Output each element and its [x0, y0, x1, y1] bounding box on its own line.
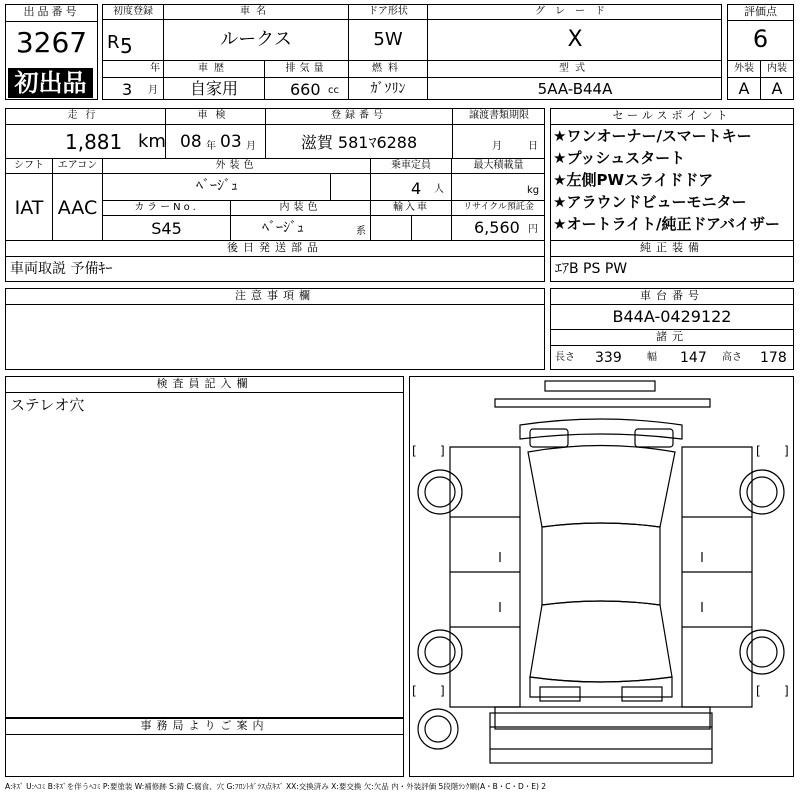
later-parts-label: 後日発送部品	[5, 240, 545, 257]
chassis-number: B44A-0429122	[612, 307, 732, 326]
int-color-label: 内装色	[279, 202, 322, 213]
model-label: 型式	[559, 63, 591, 74]
sales-point-item: ★左側PWスライドドア	[553, 171, 714, 189]
inspection-year-unit: 年	[206, 141, 216, 152]
roof	[542, 523, 660, 605]
sales-point-item: ★オートライト/純正ドアバイザー	[553, 215, 780, 233]
sales-point-item: ★ワンオーナー/スマートキー	[553, 127, 752, 145]
exterior-grade: A	[738, 79, 750, 98]
svg-text:]: ]	[440, 684, 445, 698]
color-no: S45	[151, 219, 182, 238]
grade: X	[567, 27, 583, 52]
first-reg-year: 5	[120, 34, 133, 58]
later-parts-value: 車両取説 予備ｷｰ	[10, 261, 113, 277]
history: 自家用	[189, 79, 238, 98]
left-side	[450, 447, 520, 707]
recycle-fee: 6,560	[474, 218, 520, 237]
recycle-unit: 円	[528, 224, 538, 235]
model: 5AA-B44A	[537, 80, 613, 98]
interior-label: 内装	[767, 63, 787, 74]
car-diagram-box	[409, 376, 794, 777]
front-panel	[495, 399, 710, 407]
car-name-label: 車名	[240, 6, 272, 17]
sales-point-item: ★アラウンドビューモニター	[553, 193, 747, 211]
color-no-label: カラーNo.	[134, 202, 199, 213]
svg-text:[: [	[412, 684, 417, 698]
rear-bumper	[495, 707, 710, 729]
taillight-right	[622, 687, 662, 701]
svg-text:[: [	[412, 444, 417, 458]
ext-color: ﾍﾞｰｼﾞｭ	[196, 178, 238, 194]
grade-label: グレード	[535, 6, 615, 17]
fuel: ｶﾞｿﾘﾝ	[370, 81, 406, 97]
transfer-day-unit: 日	[528, 141, 538, 152]
capacity-label: 乗車定員	[391, 160, 431, 171]
front-bumper	[545, 381, 655, 391]
headlight-left	[530, 429, 568, 447]
equipment-label: 純正装備	[550, 240, 794, 257]
length-value: 339	[595, 350, 622, 366]
svg-text:]: ]	[440, 444, 445, 458]
svg-text:[: [	[756, 444, 761, 458]
inspector-label: 検査員記入欄	[5, 376, 404, 393]
length-label: 長さ	[555, 352, 575, 363]
interior-grade: A	[771, 79, 783, 98]
underbody	[490, 713, 712, 763]
notes-label: 注意事項欄	[5, 288, 545, 305]
height-label: 高さ	[722, 352, 742, 363]
sales-points-label: セールスポイント	[550, 108, 794, 125]
rating-score: 6	[752, 25, 769, 53]
lot-label: 出品番号	[5, 4, 98, 22]
svg-text:]: ]	[784, 444, 789, 458]
rear-window	[530, 601, 672, 682]
width-label: 幅	[647, 352, 657, 363]
lot-number: 3267	[15, 26, 88, 59]
mileage-unit: km	[138, 131, 166, 152]
inspection-month-unit: 月	[246, 141, 256, 152]
door-type: 5W	[373, 29, 403, 50]
history-label: 車歴	[198, 63, 230, 74]
displacement-label: 排気量	[285, 63, 328, 74]
ac-label: エアコン	[57, 160, 98, 171]
import-label: 輸入車	[393, 202, 429, 213]
dimensions-label: 諸元	[550, 329, 794, 346]
max-load-unit: kg	[527, 185, 540, 196]
door-label: ドア形状	[368, 6, 408, 17]
office-label: 事務局よりご案内	[5, 718, 404, 735]
rating-label: 評価点	[727, 4, 794, 21]
int-color: ﾍﾞｰｼﾞｭ	[262, 220, 304, 236]
registration-value: 滋賀 581ﾏ6288	[300, 133, 418, 152]
car-name: ルークス	[220, 29, 292, 50]
capacity-unit: 人	[434, 184, 444, 195]
first-reg-month: 3	[122, 80, 133, 99]
width-value: 147	[680, 350, 707, 366]
recycle-label: リサイクル預託金	[463, 202, 534, 212]
capacity-value: 4	[411, 179, 422, 198]
first-reg-month-unit: 月	[148, 85, 158, 96]
int-color-suffix: 系	[356, 226, 366, 237]
equipment-value: ｴｱB PS PW	[555, 261, 628, 277]
car-damage-diagram	[410, 377, 793, 776]
mileage-value: 1,881	[65, 130, 123, 154]
ac-value: AAC	[57, 197, 98, 219]
shift-value: IAT	[14, 197, 44, 219]
spare-tire	[418, 709, 458, 749]
transfer-month-unit: 月	[492, 141, 502, 152]
ext-color-label: 外装色	[215, 160, 258, 171]
inspection-year: 08	[180, 132, 202, 152]
taillight-left	[540, 687, 580, 701]
right-side	[682, 447, 752, 707]
chassis-label: 車台番号	[550, 288, 794, 305]
exterior-label: 外装	[734, 63, 754, 74]
svg-text:[: [	[756, 684, 761, 698]
windshield	[528, 446, 675, 528]
displacement: 660	[290, 80, 321, 99]
first-reg-year-unit: 年	[150, 63, 160, 74]
first-reg-label: 初度登録	[113, 6, 153, 17]
max-load-label: 最大積載量	[473, 160, 524, 171]
lot-box	[5, 4, 98, 100]
inspector-note: ステレオ穴	[10, 396, 85, 414]
headlight-right	[635, 429, 673, 447]
shift-label: シフト	[14, 160, 44, 171]
sales-point-item: ★プッシュスタート	[553, 149, 686, 167]
inspection-label: 車検	[197, 110, 234, 121]
mileage-label: 走行	[67, 110, 104, 121]
transfer-label: 譲渡書類期限	[469, 110, 529, 121]
height-value: 178	[760, 350, 787, 366]
legend-text: A:ｷｽﾞ U:ﾍｺﾐ B:ｷｽﾞを伴うﾍｺﾐ P:要塗装 W:補修跡 S:錆 C:腐食、穴 G:ﾌﾛﾝﾄｶﾞﾗｽ点ｷｽﾞ XX:交換済み X:要交換 欠:欠品 内・外装評価 5段階ﾗﾝｸ順(A・B・C・D・E) 2	[5, 782, 547, 791]
inspector-box	[5, 376, 404, 718]
first-listing-badge: 初出品	[8, 68, 93, 98]
displacement-unit: cc	[328, 85, 339, 96]
fuel-label: 燃料	[372, 63, 404, 74]
svg-text:]: ]	[784, 684, 789, 698]
registration-label: 登録番号	[331, 110, 387, 121]
inspection-month: 03	[220, 132, 242, 152]
first-reg-era: R	[107, 32, 120, 53]
